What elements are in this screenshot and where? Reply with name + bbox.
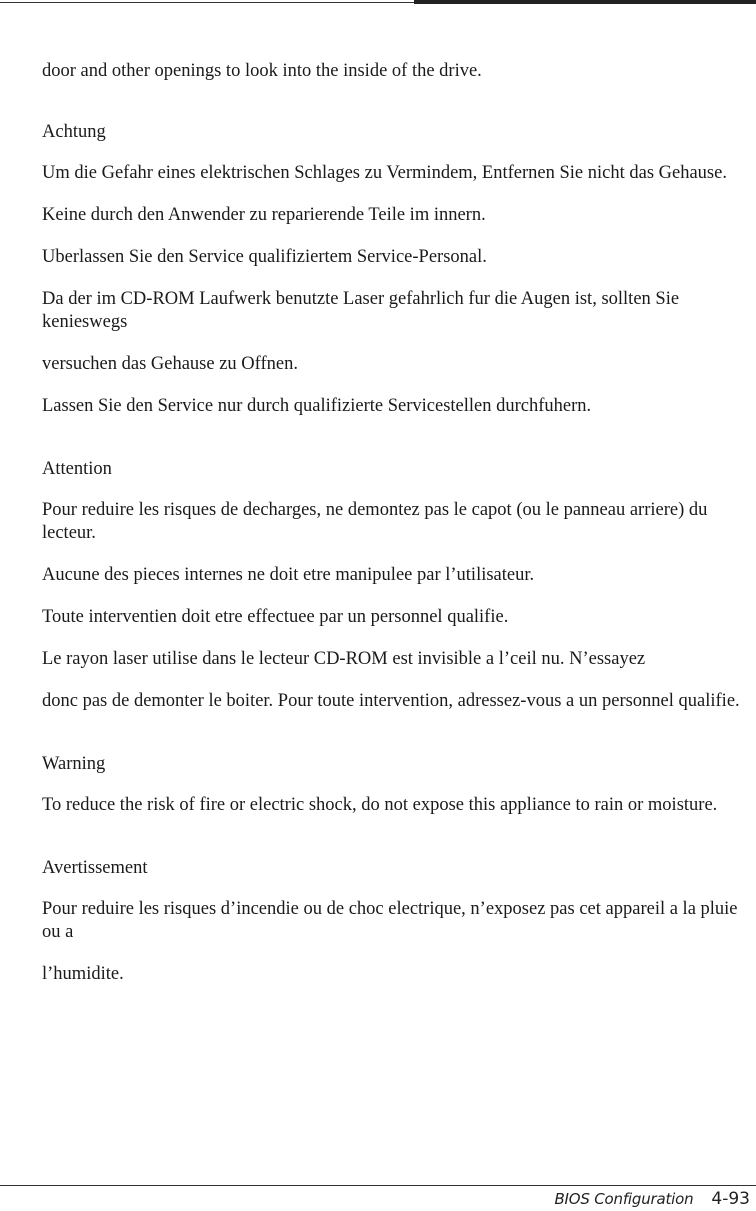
section-paragraph: Keine durch den Anwender zu reparierende Teile im innern. xyxy=(42,205,486,225)
page-number: 4-93 xyxy=(711,1188,750,1209)
section-paragraph: versuchen das Gehause zu Offnen. xyxy=(42,354,298,374)
section-achtung xyxy=(42,121,754,418)
section-paragraph: Le rayon laser utilise dans le lecteur CD-ROM est invisible a l’ceil nu. N’essayez xyxy=(42,649,646,669)
section-heading: Avertissement xyxy=(42,858,148,878)
section-paragraph: Pour reduire les risques d’incendie ou de choc electrique, n’exposez pas cet appareil a la pluie ou a xyxy=(42,899,738,942)
section-paragraph: Da der im CD-ROM Laufwerk benutzte Laser gefahrlich fur die Augen ist, sollten Sie kenieswegs xyxy=(42,289,680,332)
section-paragraph: l’humidite. xyxy=(42,964,124,984)
page-content xyxy=(42,60,754,1005)
section-heading: Attention xyxy=(42,459,112,479)
section-paragraph: Toute interventien doit etre effectuee par un personnel qualifie. xyxy=(42,607,509,627)
page-footer xyxy=(554,1186,750,1211)
header-rule-thin xyxy=(0,2,414,3)
section-warning xyxy=(42,753,754,817)
section-avertissement xyxy=(42,857,754,986)
section-paragraph: Um die Gefahr eines elektrischen Schlages zu Vermindem, Entfernen Sie nicht das Gehause. xyxy=(42,163,727,183)
section-paragraph: donc pas de demonter le boiter. Pour toute intervention, adressez-vous a un personnel qualifie. xyxy=(42,691,740,711)
footer-chapter-title: BIOS Configuration xyxy=(554,1189,694,1208)
section-heading: Warning xyxy=(42,754,106,774)
section-heading: Achtung xyxy=(42,122,106,142)
section-paragraph: Pour reduire les risques de decharges, ne demontez pas le capot (ou le panneau arriere) du lecteur. xyxy=(42,500,708,543)
section-paragraph: To reduce the risk of fire or electric shock, do not expose this appliance to rain or moisture. xyxy=(42,795,718,815)
section-paragraph: Uberlassen Sie den Service qualifiziertem Service-Personal. xyxy=(42,247,487,267)
section-paragraph: Lassen Sie den Service nur durch qualifizierte Servicestellen durchfuhern. xyxy=(42,396,592,416)
section-paragraph: Aucune des pieces internes ne doit etre manipulee par l’utilisateur. xyxy=(42,565,535,585)
intro-paragraph: door and other openings to look into the inside of the drive. xyxy=(42,61,482,81)
header-rule-thick xyxy=(414,0,756,4)
section-attention xyxy=(42,458,754,713)
